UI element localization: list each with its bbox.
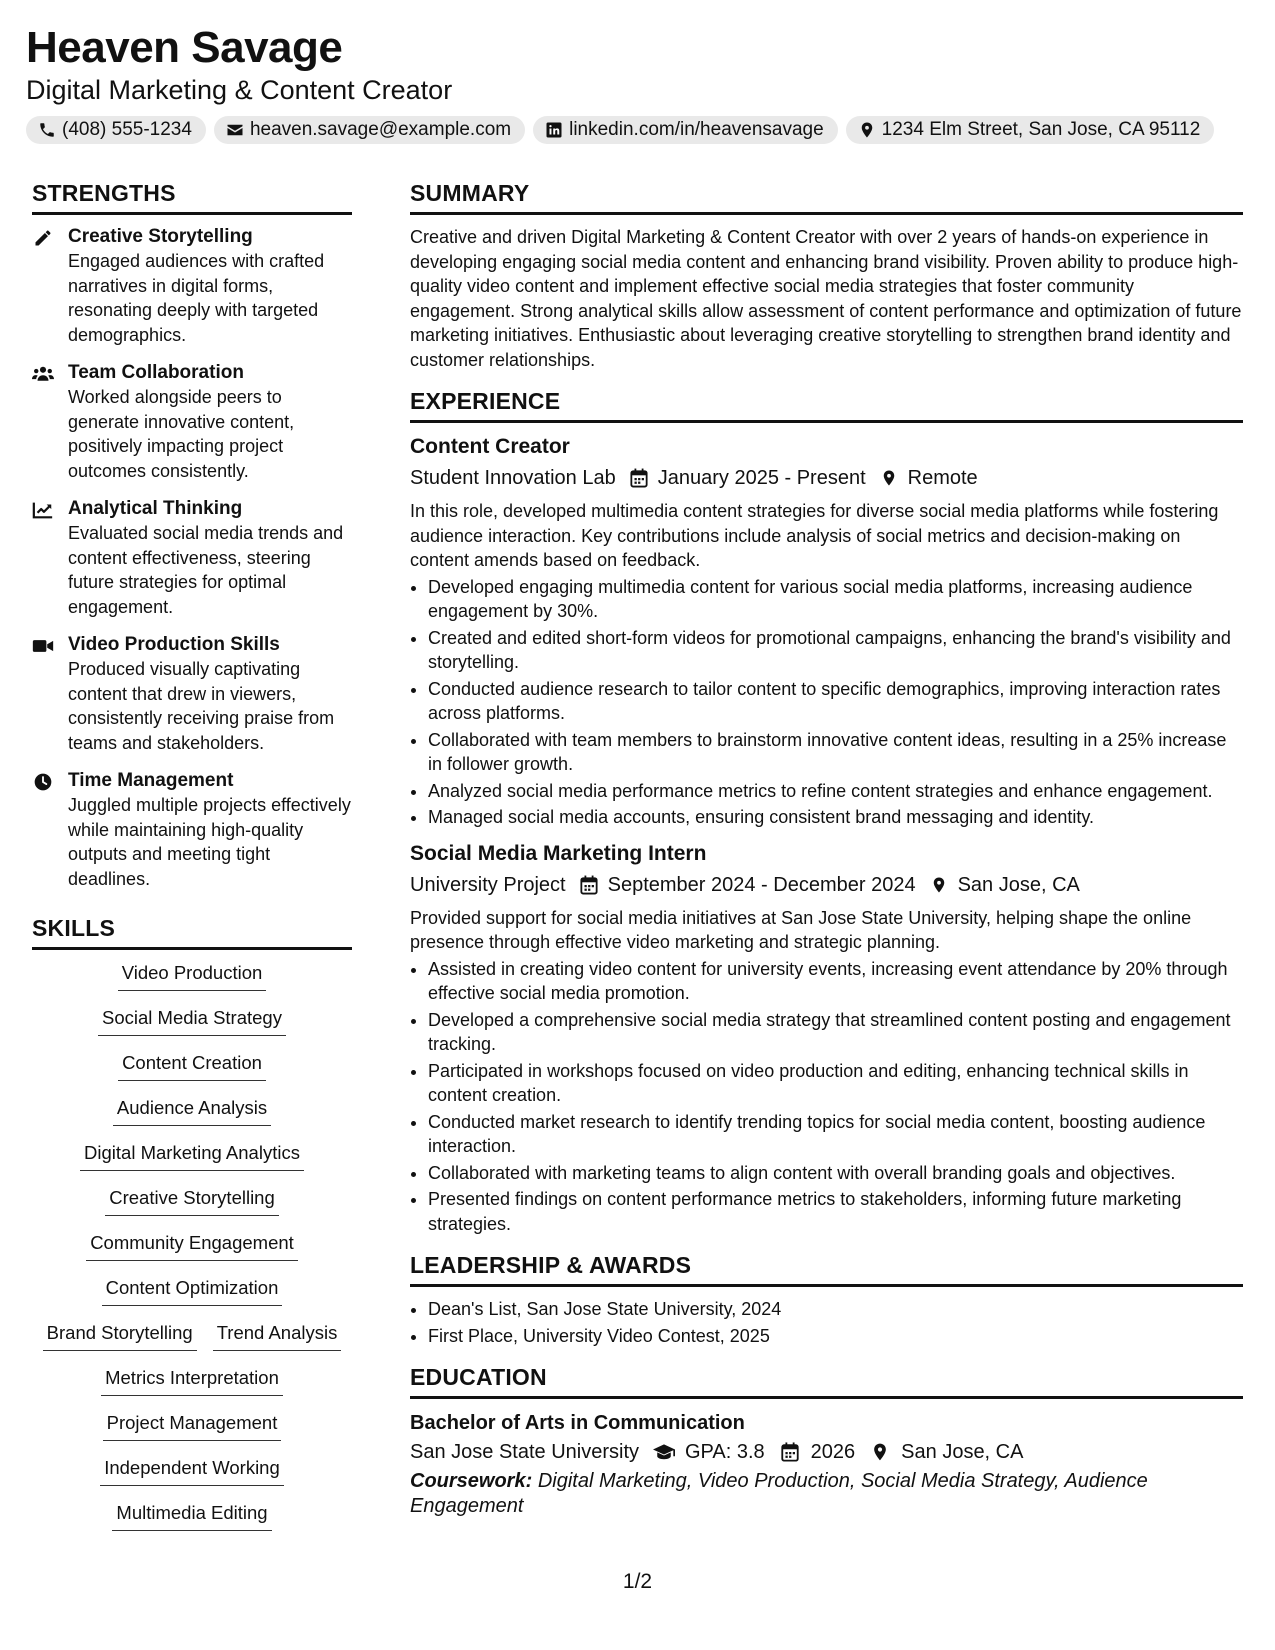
bullet-item: • Created and edited short-form videos for promotional campaigns, enhancing the brand's visibility and storytelling. bbox=[428, 626, 1243, 675]
skill-tag: Creative Storytelling bbox=[105, 1185, 279, 1216]
strength-item bbox=[32, 497, 352, 619]
map-marker-icon bbox=[858, 121, 876, 139]
bullet-item: • Collaborated with team members to brainstorm innovative content ideas, resulting in a 25% increase in follower growth. bbox=[428, 728, 1243, 777]
graduation-year: 2026 bbox=[810, 1441, 856, 1463]
strength-item bbox=[32, 769, 352, 891]
bullet-item: • Conducted audience research to tailor content to specific demographics, improving interaction rates across platforms. bbox=[428, 677, 1243, 726]
skill-tag: Community Engagement bbox=[86, 1230, 298, 1261]
job-title: Content Creator bbox=[410, 435, 570, 458]
award-item: • Dean's List, San Jose State University, 2024 bbox=[428, 1297, 1243, 1322]
skill-tag: Project Management bbox=[103, 1410, 282, 1441]
bullet-item: • Developed a comprehensive social media strategy that streamlined content posting and engagement tracking. bbox=[428, 1008, 1243, 1057]
job-meta bbox=[410, 870, 1243, 900]
address-contact bbox=[846, 116, 1215, 144]
awards-list bbox=[410, 1297, 1243, 1348]
linkedin-contact[interactable] bbox=[533, 116, 838, 144]
video-camera-icon bbox=[32, 636, 54, 656]
coursework bbox=[410, 1469, 1243, 1519]
candidate-title: Digital Marketing & Content Creator bbox=[26, 75, 453, 105]
right-column bbox=[410, 178, 1243, 1519]
skill-tag: Content Creation bbox=[118, 1050, 266, 1081]
strength-title: Time Management bbox=[68, 770, 234, 791]
education-meta bbox=[410, 1437, 1243, 1467]
coursework-label: Coursework: bbox=[410, 1470, 533, 1492]
job-org: Student Innovation Lab bbox=[410, 467, 616, 489]
education-heading: EDUCATION bbox=[410, 1362, 1243, 1399]
award-item: • First Place, University Video Contest, 2025 bbox=[428, 1324, 1243, 1349]
calendar-icon bbox=[779, 1442, 801, 1462]
skills-list bbox=[32, 960, 352, 1545]
strength-item bbox=[32, 361, 352, 483]
strength-desc: Worked alongside peers to generate innovative content, positively impacting project outcomes consistently. bbox=[68, 387, 295, 481]
job-description: Provided support for social media initiatives at San Jose State University, helping shape the online presence through effective video marketing and strategic planning. bbox=[410, 907, 1192, 952]
strength-desc: Produced visually captivating content that drew in viewers, consistently receiving praise from teams and stakeholders. bbox=[68, 659, 335, 753]
skill-tag: Content Optimization bbox=[102, 1275, 283, 1306]
job-org: University Project bbox=[410, 873, 566, 896]
page-number: 1/2 bbox=[622, 1570, 653, 1593]
strength-title: Video Production Skills bbox=[68, 634, 280, 655]
left-column bbox=[32, 178, 352, 1545]
skill-tag: Metrics Interpretation bbox=[101, 1365, 283, 1396]
strength-desc: Evaluated social media trends and content effectiveness, steering future strategies for optimal engagement. bbox=[68, 523, 344, 617]
graduation-cap-icon bbox=[653, 1442, 675, 1462]
job-meta bbox=[410, 463, 1243, 493]
bullet-item: • Collaborated with marketing teams to align content with overall branding goals and objectives. bbox=[428, 1161, 1243, 1186]
email-contact[interactable] bbox=[214, 116, 525, 144]
experience-heading: EXPERIENCE bbox=[410, 386, 1243, 423]
job-entry bbox=[410, 433, 1243, 830]
bullet-item: • Assisted in creating video content for university events, increasing event attendance by 20% through effective social media promotion. bbox=[428, 957, 1243, 1006]
calendar-icon bbox=[630, 468, 648, 488]
phone-icon bbox=[38, 121, 56, 139]
degree-name: Bachelor of Arts in Communication bbox=[410, 1412, 745, 1434]
strength-title: Analytical Thinking bbox=[68, 498, 243, 519]
school-location: San Jose, CA bbox=[901, 1441, 1024, 1463]
address-text: 1234 Elm Street, San Jose, CA 95112 bbox=[881, 119, 1201, 140]
job-location: Remote bbox=[907, 467, 978, 489]
coursework-list: Digital Marketing, Video Production, Social Media Strategy, Audience Engagement bbox=[410, 1470, 1148, 1517]
job-dates: September 2024 - December 2024 bbox=[607, 873, 916, 896]
skills-heading: SKILLS bbox=[32, 913, 352, 950]
job-location: San Jose, CA bbox=[957, 873, 1080, 896]
skill-tag: Social Media Strategy bbox=[98, 1005, 286, 1036]
skill-tag: Audience Analysis bbox=[113, 1095, 271, 1126]
school-name: San Jose State University bbox=[410, 1441, 639, 1463]
job-bullets bbox=[410, 957, 1243, 1237]
email-text: heaven.savage@example.com bbox=[249, 119, 512, 140]
resume-header bbox=[26, 22, 1249, 144]
skill-tag: Independent Working bbox=[100, 1455, 284, 1486]
map-marker-icon bbox=[869, 1442, 891, 1462]
map-marker-icon bbox=[880, 468, 898, 488]
strength-desc: Juggled multiple projects effectively while maintaining high-quality outputs and meeting tight deadlines. bbox=[68, 795, 351, 889]
strength-title: Team Collaboration bbox=[68, 362, 244, 383]
skill-tag: Digital Marketing Analytics bbox=[80, 1140, 304, 1171]
strength-title: Creative Storytelling bbox=[68, 226, 253, 247]
summary-heading: SUMMARY bbox=[410, 178, 1243, 215]
job-dates: January 2025 - Present bbox=[657, 467, 866, 489]
bullet-item: • Participated in workshops focused on video production and editing, enhancing technical skills in content creation. bbox=[428, 1059, 1243, 1108]
strength-desc: Engaged audiences with crafted narratives in digital forms, resonating deeply with targeted demographics. bbox=[68, 251, 325, 345]
bullet-item: • Developed engaging multimedia content for various social media platforms, increasing audience engagement by 30%. bbox=[428, 575, 1243, 624]
leadership-heading: LEADERSHIP & AWARDS bbox=[410, 1250, 1243, 1287]
phone-text: (408) 555-1234 bbox=[62, 119, 192, 140]
skill-tag: Brand Storytelling bbox=[43, 1320, 197, 1351]
contact-bar bbox=[26, 116, 1249, 144]
strength-item bbox=[32, 633, 352, 755]
pencil-icon bbox=[32, 228, 54, 248]
job-entry bbox=[410, 840, 1243, 1237]
calendar-icon bbox=[580, 875, 598, 895]
linkedin-icon bbox=[545, 121, 563, 139]
job-bullets bbox=[410, 575, 1243, 830]
bullet-item: • Presented findings on content performance metrics to stakeholders, informing future marketing strategies. bbox=[428, 1187, 1243, 1236]
envelope-icon bbox=[226, 121, 244, 139]
skill-tag: Multimedia Editing bbox=[112, 1500, 271, 1531]
skill-tag: Video Production bbox=[118, 960, 267, 991]
clock-icon bbox=[32, 772, 54, 792]
bullet-item: • Conducted market research to identify trending topics for social media content, boosting audience interaction. bbox=[428, 1110, 1243, 1159]
linkedin-text: linkedin.com/in/heavensavage bbox=[569, 119, 824, 140]
job-description: In this role, developed multimedia content strategies for diverse social media platforms while fostering audience interaction. Key contributions include analysis of social metrics and decision-making on content amends based on feedback. bbox=[410, 501, 1219, 570]
phone-contact[interactable] bbox=[26, 116, 206, 144]
skill-tag: Trend Analysis bbox=[213, 1320, 342, 1351]
map-marker-icon bbox=[930, 875, 948, 895]
bullet-item: • Analyzed social media performance metrics to refine content strategies and enhance engagement. bbox=[428, 779, 1243, 804]
job-title: Social Media Marketing Intern bbox=[410, 841, 707, 865]
chart-line-icon bbox=[32, 500, 54, 520]
strengths-heading: STRENGTHS bbox=[32, 178, 352, 215]
strength-item bbox=[32, 225, 352, 347]
bullet-item: • Managed social media accounts, ensuring consistent brand messaging and identity. bbox=[428, 805, 1243, 830]
candidate-name: Heaven Savage bbox=[26, 23, 343, 72]
gpa: GPA: 3.8 bbox=[685, 1441, 765, 1463]
users-icon bbox=[32, 364, 54, 384]
summary-text: Creative and driven Digital Marketing & Content Creator with over 2 years of hands-on experience in developing engaging social media content and enhancing brand visibility. Proven ability to produce high-quality video content and implement effective social media strategies that foster community engagement. Strong analytical skills allow assessment of content performance and optimization of future marketing initiatives. Enthusiastic about leveraging creative storytelling to strengthen brand identity and customer relationships. bbox=[410, 227, 1242, 370]
